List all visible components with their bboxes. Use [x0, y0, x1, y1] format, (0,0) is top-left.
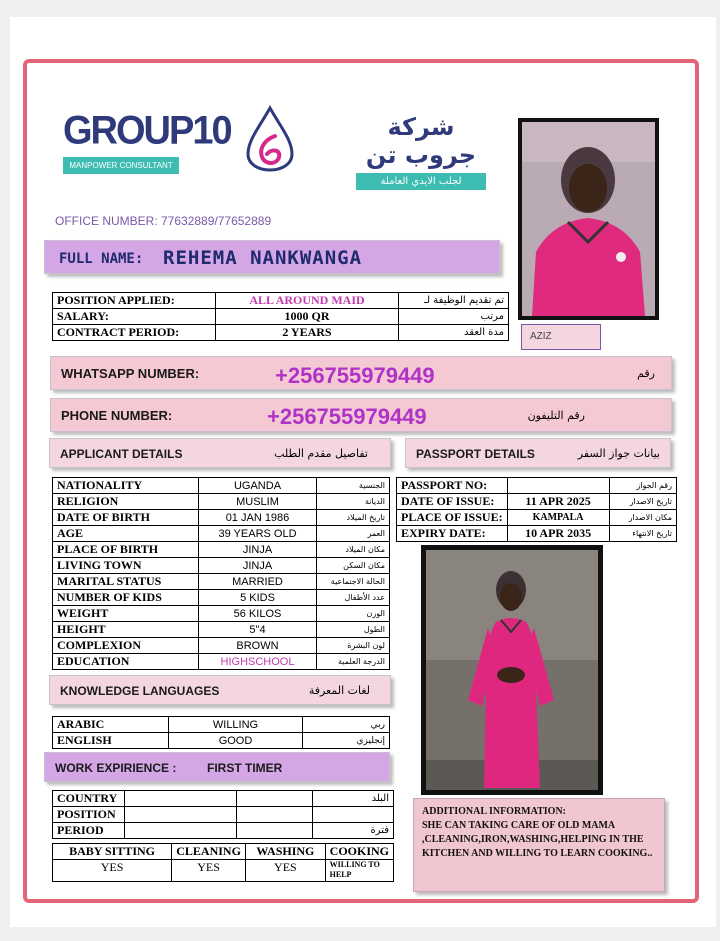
table-row — [53, 807, 394, 823]
applicant-field-value: MUSLIM — [199, 494, 317, 510]
salary-ar: مرتب — [399, 309, 509, 325]
work-experience-label: WORK EXPIRIENCE : — [55, 761, 177, 775]
applicant-field-ar: الوزن — [317, 606, 390, 622]
applicant-details-label: APPLICANT DETAILS — [60, 447, 183, 461]
skill-value: WILLING TO HELP — [325, 860, 393, 882]
salary-label: SALARY: — [53, 309, 216, 325]
applicant-field-label: HEIGHT — [53, 622, 199, 638]
table-row — [53, 325, 509, 341]
full-name-value: REHEMA NANKWANGA — [163, 247, 363, 269]
position-value: ALL AROUND MAID — [216, 293, 399, 309]
applicant-field-label: MARITAL STATUS — [53, 574, 199, 590]
passport-field-value: KAMPALA — [507, 510, 609, 526]
table-row — [53, 494, 390, 510]
applicant-field-label: EDUCATION — [53, 654, 199, 670]
skill-header: COOKING — [325, 844, 393, 860]
contract-value: 2 YEARS — [216, 325, 399, 341]
applicant-field-label: NUMBER OF KIDS — [53, 590, 199, 606]
logo-text: GROUP10 — [63, 108, 231, 154]
work-row-label: PERIOD — [53, 823, 125, 839]
languages-table — [52, 716, 390, 749]
applicant-field-value: 5"4 — [199, 622, 317, 638]
work-row-cell — [237, 807, 313, 823]
passport-field-value: 10 APR 2035 — [507, 526, 609, 542]
group10-logo — [63, 108, 231, 174]
table-row — [53, 844, 394, 860]
applicant-table — [52, 477, 390, 670]
full-body-photo — [421, 545, 603, 795]
applicant-field-ar: الحالة الاجتماعية — [317, 574, 390, 590]
table-row — [53, 574, 390, 590]
phone-label: PHONE NUMBER: — [61, 408, 173, 423]
additional-info-title: ADDITIONAL INFORMATION: — [422, 806, 566, 817]
drop-emblem-icon — [242, 104, 298, 174]
skill-header: CLEANING — [172, 844, 246, 860]
languages-banner — [49, 675, 391, 705]
table-row — [53, 733, 390, 749]
full-name-label: FULL NAME: — [59, 251, 144, 267]
table-row — [53, 654, 390, 670]
applicant-field-value: 5 KIDS — [199, 590, 317, 606]
applicant-field-label: AGE — [53, 526, 199, 542]
applicant-field-label: WEIGHT — [53, 606, 199, 622]
language-ar: ربي — [303, 717, 390, 733]
applicant-field-label: DATE OF BIRTH — [53, 510, 199, 526]
whatsapp-value[interactable]: +256755979449 — [275, 363, 435, 388]
applicant-field-ar: تاريخ الميلاد — [317, 510, 390, 526]
salary-value: 1000 QR — [216, 309, 399, 325]
applicant-field-value: 56 KILOS — [199, 606, 317, 622]
skill-header: BABY SITTING — [53, 844, 172, 860]
table-row — [53, 823, 394, 839]
contract-ar: مدة العقد — [399, 325, 509, 341]
work-row-ar — [313, 807, 394, 823]
skill-header: WASHING — [246, 844, 326, 860]
logo-tagline: MANPOWER CONSULTANT — [63, 157, 179, 174]
work-row-label: POSITION — [53, 807, 125, 823]
phone-value[interactable]: +256755979449 — [267, 404, 427, 429]
contract-label: CONTRACT PERIOD: — [53, 325, 216, 341]
applicant-field-ar: الطول — [317, 622, 390, 638]
passport-field-value: 11 APR 2025 — [507, 494, 609, 510]
table-row — [53, 638, 390, 654]
passport-field-ar: رقم الجواز — [609, 478, 676, 494]
agent-tag: AZIZ — [521, 324, 601, 350]
arabic-logo-tagline: لجلب الايدي العاملة — [356, 173, 486, 190]
table-row — [53, 542, 390, 558]
applicant-details-banner — [49, 438, 391, 468]
additional-info-box — [413, 798, 665, 892]
table-row — [397, 494, 677, 510]
table-row — [53, 622, 390, 638]
applicant-details-ar: تفاصيل مقدم الطلب — [274, 447, 368, 460]
phone-banner — [50, 398, 672, 432]
passport-details-ar: بيانات جواز السفر — [577, 447, 660, 460]
applicant-field-value: HIGHSCHOOL — [199, 654, 317, 670]
passport-field-ar: تاريخ الانتهاء — [609, 526, 676, 542]
additional-info-text: SHE CAN TAKING CARE OF OLD MAMA ,CLEANING,IRON,WASHING,HELPING IN THE KITCHEN AND WILLING TO LEARN COOKING.. — [422, 820, 653, 859]
arabic-logo — [356, 113, 486, 190]
work-experience-banner — [44, 752, 390, 782]
languages-label: KNOWLEDGE LANGUAGES — [60, 684, 220, 698]
applicant-field-value: JINJA — [199, 558, 317, 574]
passport-field-label: EXPIRY DATE: — [397, 526, 508, 542]
table-row — [397, 478, 677, 494]
whatsapp-banner — [50, 356, 672, 390]
skill-value: YES — [246, 860, 326, 882]
table-row — [53, 606, 390, 622]
table-row — [53, 309, 509, 325]
arabic-logo-text: شركة جروب تن — [365, 113, 477, 169]
whatsapp-label: WHATSAPP NUMBER: — [61, 366, 200, 381]
applicant-field-ar: مكان الميلاد — [317, 542, 390, 558]
language-label: ENGLISH — [53, 733, 169, 749]
applicant-field-value: BROWN — [199, 638, 317, 654]
applicant-field-ar: عدد الأطفال — [317, 590, 390, 606]
table-row — [53, 558, 390, 574]
applicant-field-label: NATIONALITY — [53, 478, 199, 494]
passport-details-banner — [405, 438, 671, 468]
table-row — [53, 510, 390, 526]
table-row — [53, 791, 394, 807]
applicant-field-ar: العمر — [317, 526, 390, 542]
passport-field-label: PLACE OF ISSUE: — [397, 510, 508, 526]
applicant-field-value: MARRIED — [199, 574, 317, 590]
work-row-cell — [125, 807, 237, 823]
table-row — [53, 478, 390, 494]
full-name-banner — [44, 240, 500, 274]
applicant-field-value: JINJA — [199, 542, 317, 558]
table-row — [397, 510, 677, 526]
language-value: WILLING — [169, 717, 303, 733]
applicant-field-ar: الدرجة العلمية — [317, 654, 390, 670]
applicant-field-label: PLACE OF BIRTH — [53, 542, 199, 558]
skill-value: YES — [53, 860, 172, 882]
applicant-field-label: COMPLEXION — [53, 638, 199, 654]
applicant-field-ar: الديانة — [317, 494, 390, 510]
passport-field-value — [507, 478, 609, 494]
work-row-cell — [237, 791, 313, 807]
portrait-photo — [518, 118, 659, 320]
office-number: OFFICE NUMBER: 77632889/77652889 — [55, 214, 272, 228]
work-row-label: COUNTRY — [53, 791, 125, 807]
phone-ar: رقم التليفون — [527, 409, 585, 422]
work-row-ar: فترة — [313, 823, 394, 839]
applicant-field-value: 01 JAN 1986 — [199, 510, 317, 526]
work-row-ar: البلد — [313, 791, 394, 807]
applicant-field-label: RELIGION — [53, 494, 199, 510]
passport-field-label: PASSPORT NO: — [397, 478, 508, 494]
skills-table — [52, 843, 394, 882]
language-label: ARABIC — [53, 717, 169, 733]
language-value: GOOD — [169, 733, 303, 749]
applicant-field-ar: الجنسية — [317, 478, 390, 494]
work-experience-value: FIRST TIMER — [207, 761, 283, 775]
applicant-field-label: LIVING TOWN — [53, 558, 199, 574]
table-row — [53, 860, 394, 882]
applicant-field-ar: لون البشرة — [317, 638, 390, 654]
position-label: POSITION APPLIED: — [53, 293, 216, 309]
work-row-cell — [125, 791, 237, 807]
passport-details-label: PASSPORT DETAILS — [416, 447, 535, 461]
applicant-field-value: UGANDA — [199, 478, 317, 494]
passport-table — [396, 477, 677, 542]
applicant-field-ar: مكان السكن — [317, 558, 390, 574]
passport-field-ar: تاريخ الاصدار — [609, 494, 676, 510]
table-row — [397, 526, 677, 542]
languages-ar: لغات المعرفة — [308, 684, 370, 697]
work-experience-table — [52, 790, 394, 839]
table-row — [53, 293, 509, 309]
work-row-cell — [125, 823, 237, 839]
language-ar: إنجليزي — [303, 733, 390, 749]
table-row — [53, 526, 390, 542]
applicant-field-value: 39 YEARS OLD — [199, 526, 317, 542]
table-row — [53, 590, 390, 606]
passport-field-ar: مكان الاصدار — [609, 510, 676, 526]
table-row — [53, 717, 390, 733]
work-row-cell — [237, 823, 313, 839]
passport-field-label: DATE OF ISSUE: — [397, 494, 508, 510]
position-table — [52, 292, 509, 341]
whatsapp-ar: رقم — [637, 367, 655, 380]
skill-value: YES — [172, 860, 246, 882]
position-ar: تم تقديم الوظيفة لـ — [399, 293, 509, 309]
